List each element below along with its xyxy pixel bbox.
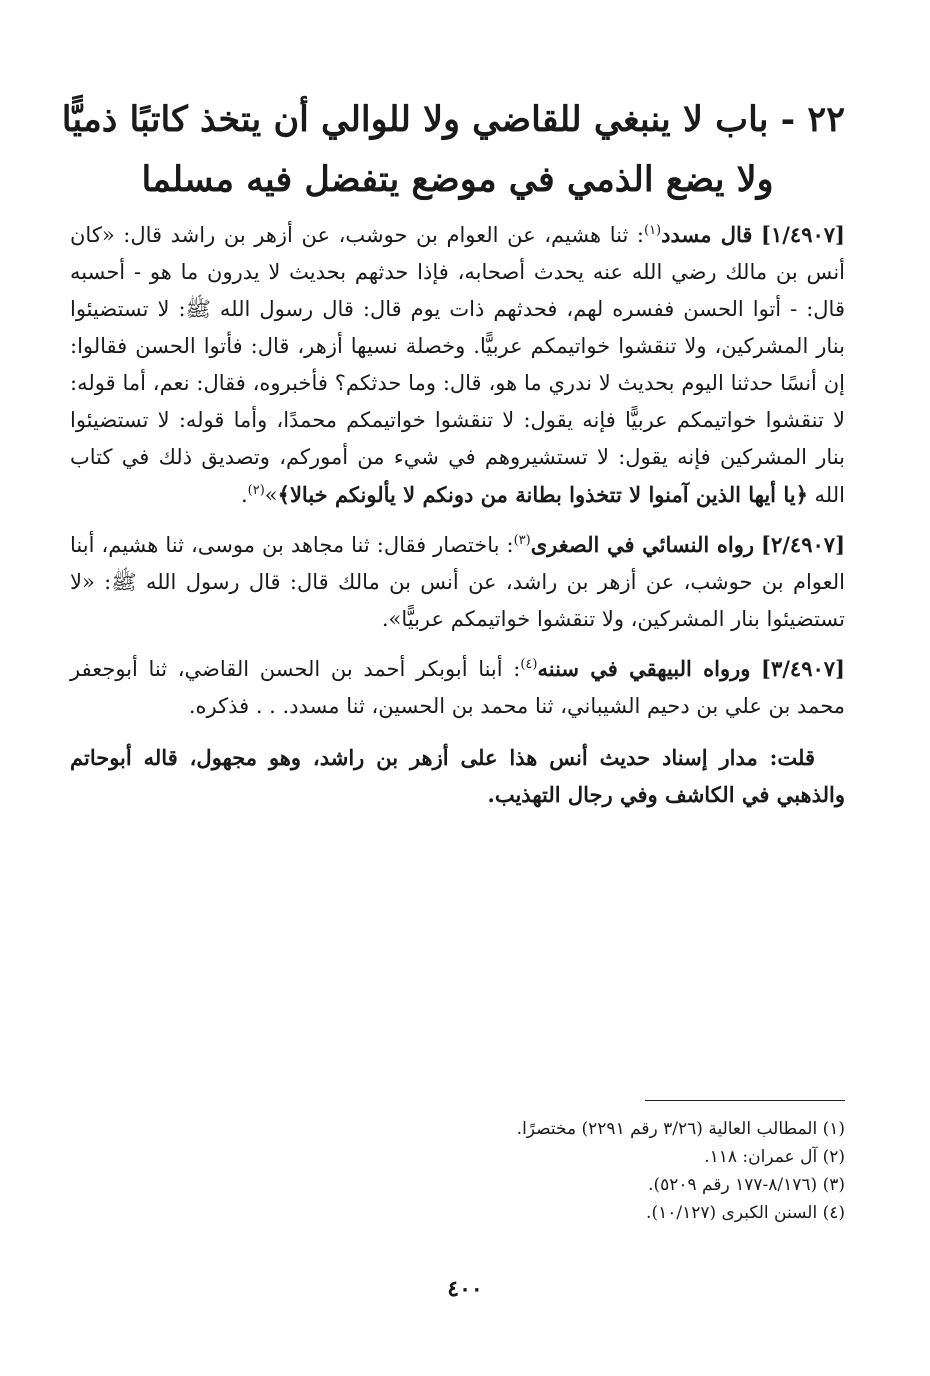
entry-source: رواه النسائي في الصغرى [530,532,755,557]
entry-text: : ثنا هشيم، عن العوام بن حوشب، عن أزهر بن راشد قال: «كان أنس بن مالك رضي الله عنه يحدث أصحابه، فإذا حدثهم بحديث لا يدرون ما هو - أحسبه قال: - أتوا الحسن ففسره لهم، فحدثهم ذات يوم قال: قال رسول الله ﷺ: لا تستضيئوا بنار المشركين، ولا تنقشوا خواتيمكم عربيًّا. وخصلة نسيها أزهر، قال: فأتوا الحسن فقالوا: إن أنسًا حدثنا اليوم بحديث لا ندري ما هو، قال: وما حدثكم؟ فأخبروه، فقال: نعم، أما قوله: لا تنقشوا خواتيمكم عربيًّا فإنه يقول: لا تنقشوا خواتيمكم محمدًا، وأما قوله: لا تستضيئوا بنار المشركين فإنه يقول: لا تستشيروهم في شيء من أموركم، وتصديق ذلك في كتاب الله [70,223,845,507]
entry-end: . [240,483,248,507]
footnote-item: (٤) السنن الكبرى (١٠/١٢٧). [646,1203,845,1223]
page-number: ٤٠٠ [447,1276,483,1302]
chapter-title-line-2: ولا يضع الذمي في موضع يتفضل فيه مسلما [141,159,774,200]
chapter-title [61,90,845,210]
entry-reference: [٣/٤٩٠٧] [761,656,845,681]
quran-verse: ﴿يا أيها الذين آمنوا لا تتخذوا بطانة من دونكم لا يألونكم خبالا﴾ [277,482,808,507]
hadith-entry-3 [70,650,845,725]
hadith-entry-2 [70,526,845,638]
entry-text: : أبنا أبوبكر أحمد بن الحسن القاضي، ثنا أبوجعفر محمد بن علي بن دحيم الشيباني، ثنا محمد بن الحسين، ثنا مسدد. . . فذكره. [70,657,845,718]
footnote-marker: (١) [643,223,662,238]
footnotes [380,1100,845,1227]
footnote-marker: (٤) [520,657,538,672]
entry-reference: [٢/٤٩٠٧] [761,532,845,557]
footnote-item: (١) المطالب العالية (٣/٢٦ رقم ٢٢٩١) مختصرًا. [516,1119,845,1139]
entry-text: : باختصار فقال: ثنا مجاهد بن موسى، ثنا هشيم، أبنا العوام بن حوشب، عن أزهر بن راشد، عن أنس بن مالك قال: قال رسول الله ﷺ: «لا تستضيئوا بنار المشركين، ولا تنقشوا خواتيمكم عربيًّا». [70,533,845,631]
entry-reference: [١/٤٩٠٧] [761,222,845,247]
hadith-entry-1 [70,216,845,514]
page-body [61,90,845,813]
footnote-item: (٢) آل عمران: ١١٨. [704,1147,845,1167]
entry-source: ورواه البيهقي في سننه [537,656,751,681]
quote-close: » [264,483,278,507]
entry-source: قال مسدد [661,222,753,247]
editor-note: قلت: مدار إسناد حديث أنس هذا على أزهر بن راشد، وهو مجهول، قاله أبوحاتم والذهبي في الكاشف وفي رجال التهذيب. [70,745,845,807]
footnote-marker: (٣) [513,533,531,548]
footnote-marker: (٢) [247,483,265,498]
footnote-divider [645,1100,845,1101]
footnote-item: (٣) (٨/١٧٦-١٧٧ رقم ٥٢٠٩). [648,1175,845,1195]
chapter-title-line-1: ٢٢ - باب لا ينبغي للقاضي ولا للوالي أن يتخذ كاتبًا ذميًّا [61,99,845,140]
